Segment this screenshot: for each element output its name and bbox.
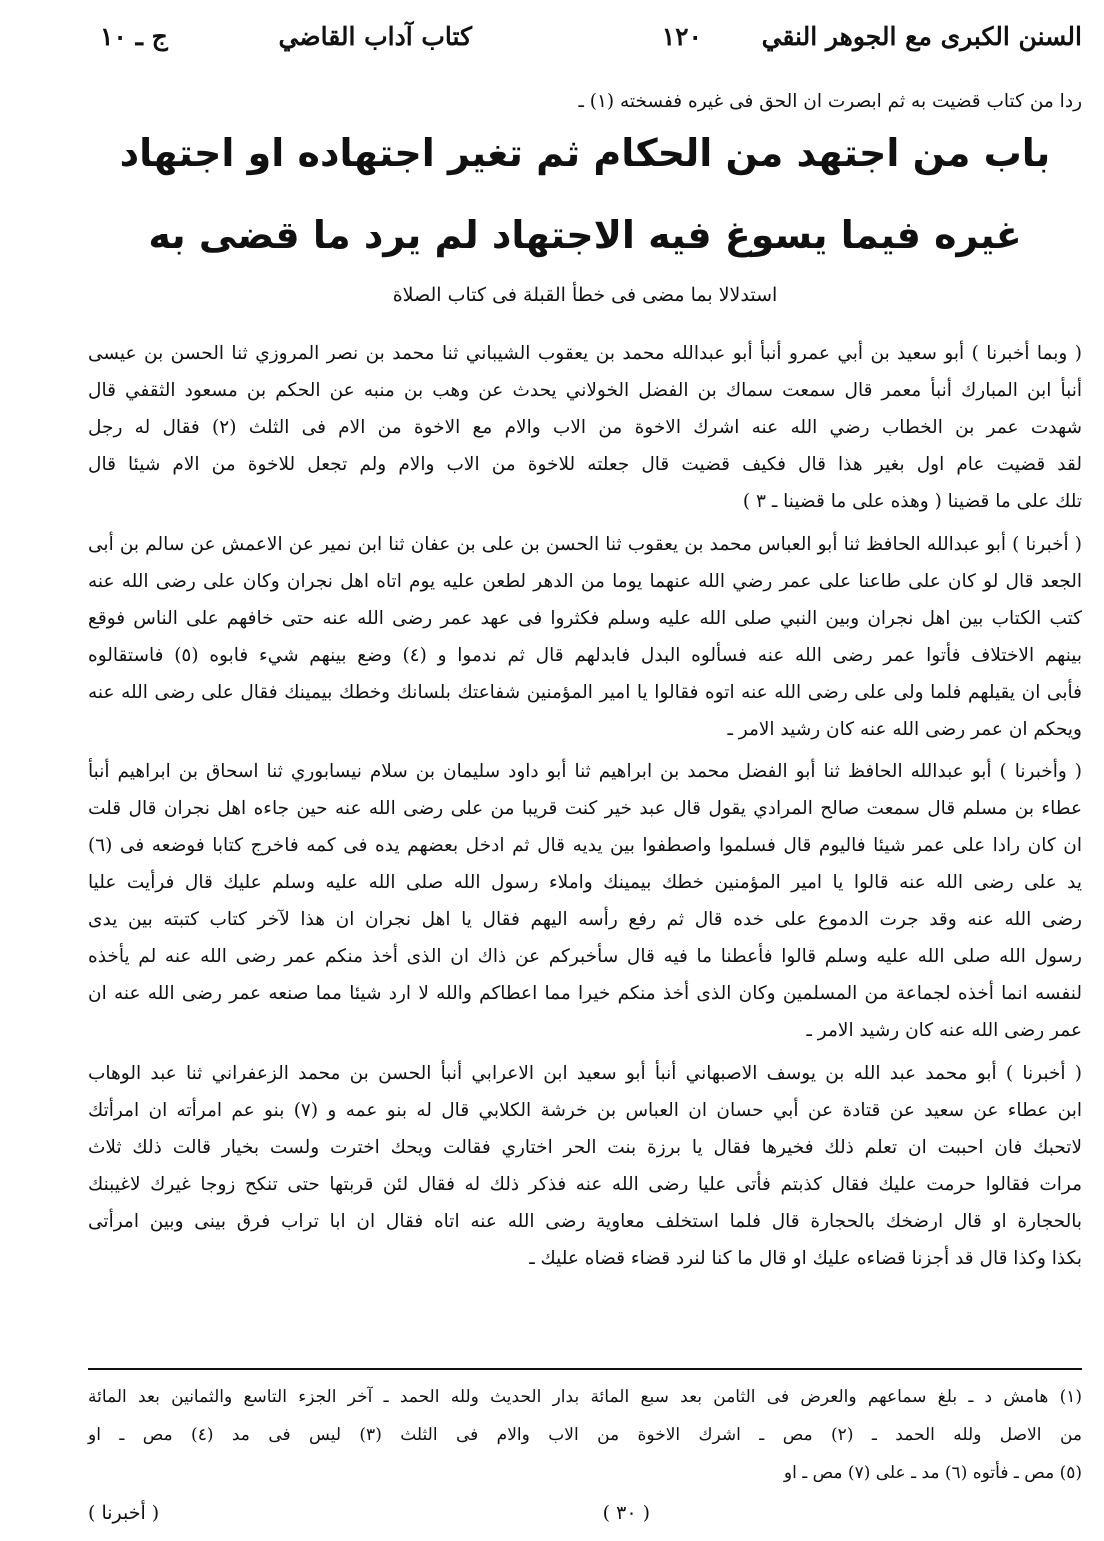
footnote-line: (١) هامش د ـ بلغ سماعهم والعرض فى الثامن بعد سبع المائة بدار الحديث ولله الحمد ـ آخر الجزء التاسع والثمانين بعد المائة	[88, 1387, 1082, 1407]
running-header	[88, 22, 1082, 62]
text-line: بكذا وكذا قال قد أجزنا قضاءه عليك او قال ما كنا لنرد قضاء قضاه عليك ـ	[529, 1248, 1082, 1269]
text-line: تلك على ما قضينا ( وهذه على ما قضينا ـ ٣ )	[742, 491, 1082, 512]
text-line: الجعد قال لو كان على طاعنا على عمر رضي الله عنهما يوما من الدهر لطعن عليه يوم اتاه اهل نجران وكان على رضى الله عنه	[88, 571, 1082, 592]
footnote-line: (٥) مص ـ فأتوه (٦) مد ـ على (٧) مص ـ او	[783, 1463, 1082, 1483]
text-line: بالحجارة او قال ارضخك بالحجارة قال فلما استخلف معاوية رضى الله عنه اتاه فقال ان ابا تراب فرق بينى وبين امرأتى	[88, 1211, 1082, 1232]
text-line: عطاء بن مسلم قال سمعت صالح المرادي يقول قال عبد خير كنت قريبا من على رضى الله عنه حين جاءه اهل نجران قال قلت	[88, 798, 1082, 819]
text-line: ان كان رادا على عمر شيئا فاليوم قال فسلموا واصطفوا بين يديه قال ثم ادخل بعضهم يده فى كمه فاخرج كتابا فوضعه فى (٦)	[88, 835, 1082, 856]
text-line: بينهم الاختلاف فأتوا عمر رضى الله عنه فسألوه البدل فابدلهم قال ثم ندموا و (٤) وضع بينهم شيء فابوه (٥) فاستقالوه	[88, 645, 1083, 666]
text-line: لقد قضيت عام اول بغير هذا قال فكيف قضيت قال جعلته للاخوة من الاب والام ولم تجعل للاخوة من الام شيئا قال	[88, 454, 1082, 475]
carry-over-line: ردا من كتاب قضيت به ثم ابصرت ان الحق فى غيره ففسخته (١) ـ	[578, 91, 1082, 112]
text-line: ( أخبرنا ) أبو محمد عبد الله بن يوسف الاصبهاني أنبأ أبو سعيد ابن الاعرابي أنبأ الحسن بن محمد الزعفراني ثنا عبد الوهاب	[88, 1063, 1082, 1084]
text-line: ( وأخبرنا ) أبو عبدالله الحافظ ثنا أبو الفضل محمد بن ابراهيم ثنا أبو داود سليمان بن سلام نيسابوري ثنا اسحاق بن ابراهيم أنبأ	[88, 761, 1082, 782]
chapter-heading-line-2: غيره فيما يسوغ فيه الاجتهاد لم يرد ما قضى به	[148, 213, 1022, 257]
text-line: عمر رضى الله عنه كان رشيد الامر ـ	[806, 1020, 1082, 1041]
chapter-name: كتاب آداب القاضي	[278, 22, 472, 51]
volume-number: ج ـ ١٠	[100, 22, 168, 51]
text-line: رضى الله عنه وقد جرت الدموع على خده قال ثم رفع رأسه اليهم فقال يا اهل نجران ان هذا لآخر كتاب كتبته بين يدى	[88, 909, 1082, 930]
page-number: ١٢٠	[661, 22, 702, 51]
text-line: يد على رضى الله عنه قالوا يا امير المؤمنين خطك بيمينك واملاء رسول الله صلى الله عليه وسلم عليك قال فرأيت عليا	[88, 872, 1082, 893]
signature-number: ( ٣٠ )	[602, 1502, 650, 1524]
text-line: شهدت عمر بن الخطاب رضي الله عنه اشرك الاخوة من الاب والام مع الاخوة من الام فى الثلث (٢) فقال له رجل	[88, 417, 1082, 438]
chapter-subtitle: استدلالا بما مضى فى خطأ القبلة فى كتاب الصلاة	[392, 284, 778, 306]
text-line: رسول الله صلى الله عليه وسلم قالوا فأعطنا ما فيه قال سأخبركم عن ذاك ان الذى أخذ منكم عمر رضى الله عنه لم يأخذه	[88, 946, 1082, 967]
text-line: أنبأ ابن المبارك أنبأ معمر قال سمعت سماك بن الفضل الخولاني يحدث عن وهب بن منبه عن الحكم بن مسعود الثقفي قال	[88, 380, 1082, 401]
text-line: مرات فقالوا حرمت عليك فقال كذبتم فأتى عليا رضى الله عنه فذكر ذلك له فقال لئن قربتها حتى تنكح زوجا غيرك لاغيبنك	[88, 1174, 1082, 1195]
text-line: ( أخبرنا ) أبو عبدالله الحافظ ثنا أبو العباس محمد بن يعقوب ثنا الحسن بن على بن عفان ثنا ابن نمير عن الاعمش عن سالم بن أبى	[88, 534, 1082, 555]
text-line: لاتحبك فان احببت ان تعلم ذلك فخيرها فقال يا برزة بنت الحر اختاري فقالت ويحك اخترت ولست بخيار قالت ذلك ثلاث	[88, 1137, 1082, 1158]
text-line: لنفسه انما أخذه لجماعة من المسلمين وكان الذى أخذ منكم خيرا مما اعطاكم والله لا ارد شيئا مما صنعه عمر رضى الله عنه ان	[88, 983, 1082, 1004]
text-line: فأبى ان يقيلهم فلما ولى على رضى الله عنه اتوه فقالوا يا امير المؤمنين شفاعتك بلسانك وخطك بيمينك فقال على رضى الله عنه	[88, 682, 1082, 703]
text-line: كتب الكتاب بين اهل نجران وبين النبي صلى الله عليه وسلم فكثروا فى عهد عمر رضى الله عنه حتى خافهم على الناس فوقع	[88, 608, 1082, 629]
text-line: ويحكم ان عمر رضى الله عنه كان رشيد الامر ـ	[727, 719, 1082, 740]
footnote-divider	[88, 1368, 1082, 1370]
chapter-heading-line-1: باب من اجتهد من الحكام ثم تغير اجتهاده او اجتهاد	[119, 131, 1051, 175]
text-line: ( وبما أخبرنا ) أبو سعيد بن أبي عمرو أنبأ أبو عبدالله محمد بن يعقوب الشيباني ثنا محمد بن نصر المروزي ثنا الحسن بن عيسى	[88, 343, 1082, 364]
catchword: ( أخبرنا )	[88, 1502, 160, 1524]
footnote-line: من الاصل ولله الحمد ـ (٢) مص ـ اشرك الاخوة من الاب والام فى الثلث (٣) ليس فى مد (٤) مص ـ او	[88, 1425, 1082, 1445]
book-title: السنن الكبرى مع الجوهر النقي	[761, 22, 1082, 51]
text-line: ابن عطاء عن سعيد عن قتادة عن أبي حسان ان العباس بن خرشة الكلابي قال له بنو عمه و (٧) بنو عم امرأته ان امرأتك	[88, 1100, 1082, 1121]
